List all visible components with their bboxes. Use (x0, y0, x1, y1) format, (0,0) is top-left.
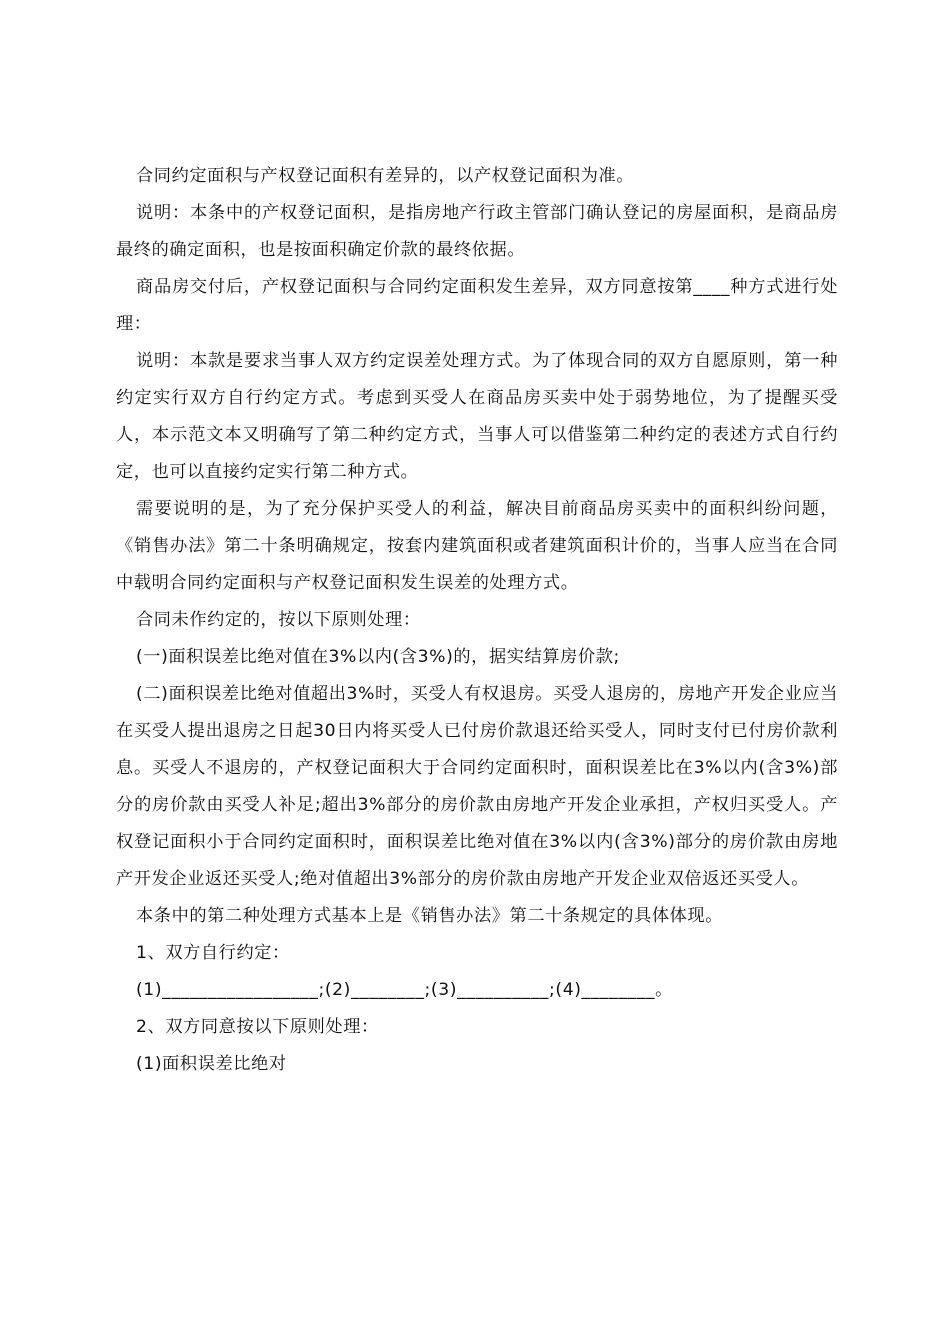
paragraph-note-sales-regulation: 需要说明的是，为了充分保护买受人的利益，解决目前商品房买卖中的面积纠纷问题，《销售办法》第二十条明确规定，按套内建筑面积或者建筑面积计价的，当事人应当在合同中载明合同约定面积与产权登记面积发生误差的处理方式。 (116, 499, 838, 593)
paragraph-principle-two: (二)面积误差比绝对值超出3%时，买受人有权退房。买受人退房的，房地产开发企业应当在买受人提出退房之日起30日内将买受人已付房价款退还给买受人，同时支付已付房价款利息。买受人不退房的，产权登记面积大于合同约定面积时，面积误差比在3%以内(含3%)部分的房价款由买受人补足;超出3%部分的房价款由房地产开发企业承担，产权归买受人。产权登记面积小于合同约定面积时，面积误差比绝对值在3%以内(含3%)部分的房价款由房地产开发企业返还买受人;绝对值超出3%部分的房价款由房地产开发企业双倍返还买受人。 (116, 684, 838, 889)
document-body (116, 158, 838, 1083)
paragraph-second-method-note: 本条中的第二种处理方式基本上是《销售办法》第二十条规定的具体体现。 (136, 906, 723, 926)
paragraph-principle-one: (一)面积误差比绝对值在3%以内(含3%)的，据实结算房价款; (136, 647, 620, 667)
paragraph-note-error-handling: 说明：本款是要求当事人双方约定误差处理方式。为了体现合同的双方自愿原则，第一种约定实行双方自行约定方式。考虑到买受人在商品房买卖中处于弱势地位，为了提醒买受人，本示范文本又明确写了第二种约定方式，当事人可以借鉴第二种约定的表述方式自行约定，也可以直接约定实行第二种方式。 (116, 351, 838, 482)
paragraph-default-principles: 合同未作约定的，按以下原则处理： (136, 610, 421, 630)
paragraph-note-registered-area: 说明：本条中的产权登记面积，是指房地产行政主管部门确认登记的房屋面积，是商品房最终的确定面积，也是按面积确定价款的最终依据。 (116, 203, 838, 260)
paragraph-option-one-blanks: (1)_________________;(2)________;(3)__________;(4)________。 (136, 980, 673, 1000)
paragraph-option-two-item-one: (1)面积误差比绝对 (136, 1054, 287, 1074)
paragraph-area-precedence: 合同约定面积与产权登记面积有差异的，以产权登记面积为准。 (136, 166, 635, 186)
paragraph-handling-method-choice: 商品房交付后，产权登记面积与合同约定面积发生差异，双方同意按第____种方式进行处理： (116, 277, 838, 334)
paragraph-option-one-heading: 1、双方自行约定： (136, 943, 290, 963)
paragraph-option-two-heading: 2、双方同意按以下原则处理： (136, 1017, 379, 1037)
